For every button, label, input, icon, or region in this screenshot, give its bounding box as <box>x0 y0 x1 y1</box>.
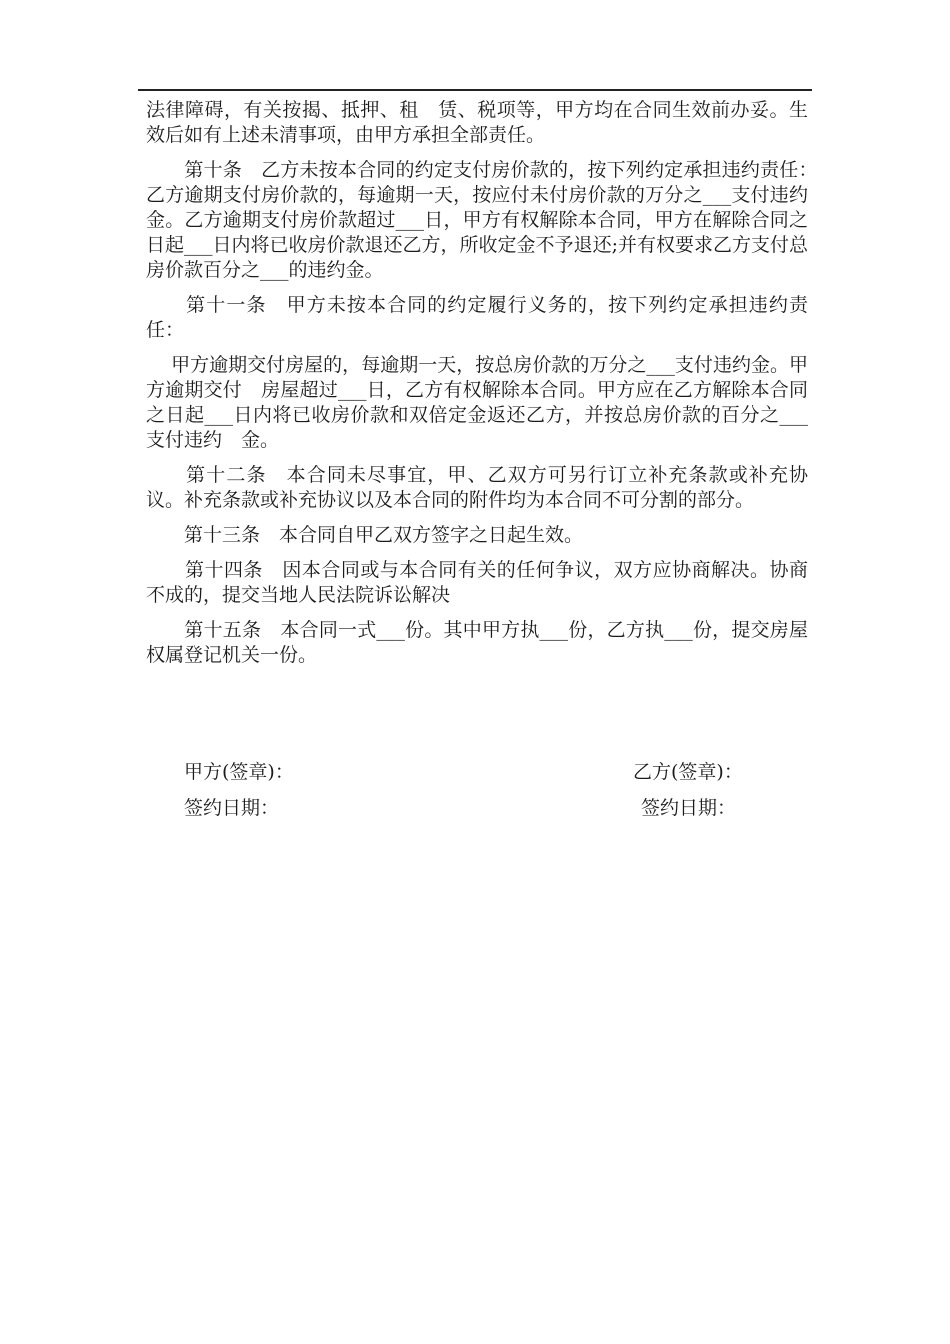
article-11: 第十一条 甲方未按本合同的约定履行义务的，按下列约定承担违约责任： <box>146 294 808 341</box>
article-11-detail: 甲方逾期交付房屋的，每逾期一天，按总房价款的万分之___支付违约金。甲方逾期交付 房屋超过___日，乙方有权解除本合同。甲方应在乙方解除本合同之日起___日内将已收房价款和双倍定金返还乙方，并按总房价款的百分之___支付违约 金。 <box>146 354 808 451</box>
article-15: 第十五条 本合同一式___份。其中甲方执___份，乙方执___份，提交房屋权属登记机关一份。 <box>146 619 808 666</box>
paragraph-continuation: 法律障碍，有关按揭、抵押、租 赁、税项等，甲方均在合同生效前办妥。生效后如有上述未清事项，由甲方承担全部责任。 <box>146 99 808 146</box>
article-10: 第十条 乙方未按本合同的约定支付房价款的，按下列约定承担违约责任： 乙方逾期支付房价款的，每逾期一天，按应付未付房价款的万分之___支付违约金。乙方逾期支付房价款超过___日，甲方有权解除本合同，甲方在解除合同之日起___日内将已收房价款退还乙方，所收定金不予退还;并有权要求乙方支付总房价款百分之___的违约金。 <box>146 159 847 281</box>
article-12: 第十二条 本合同未尽事宜，甲、乙双方可另行订立补充条款或补充协议。补充条款或补充协议以及本合同的附件均为本合同不可分割的部分。 <box>146 464 808 511</box>
article-13: 第十三条 本合同自甲乙双方签字之日起生效。 <box>146 524 584 546</box>
party-b-date-label: 签约日期： <box>641 797 737 819</box>
article-14: 第十四条 因本合同或与本合同有关的任何争议，双方应协商解决。协商不成的，提交当地人民法院诉讼解决 <box>146 559 808 606</box>
party-a-signature-label: 甲方(签章)： <box>184 761 294 783</box>
contract-body <box>146 98 847 678</box>
party-b-signature-label: 乙方(签章)： <box>633 761 743 783</box>
party-a-date-label: 签约日期： <box>184 797 280 819</box>
header-rule <box>138 89 812 91</box>
